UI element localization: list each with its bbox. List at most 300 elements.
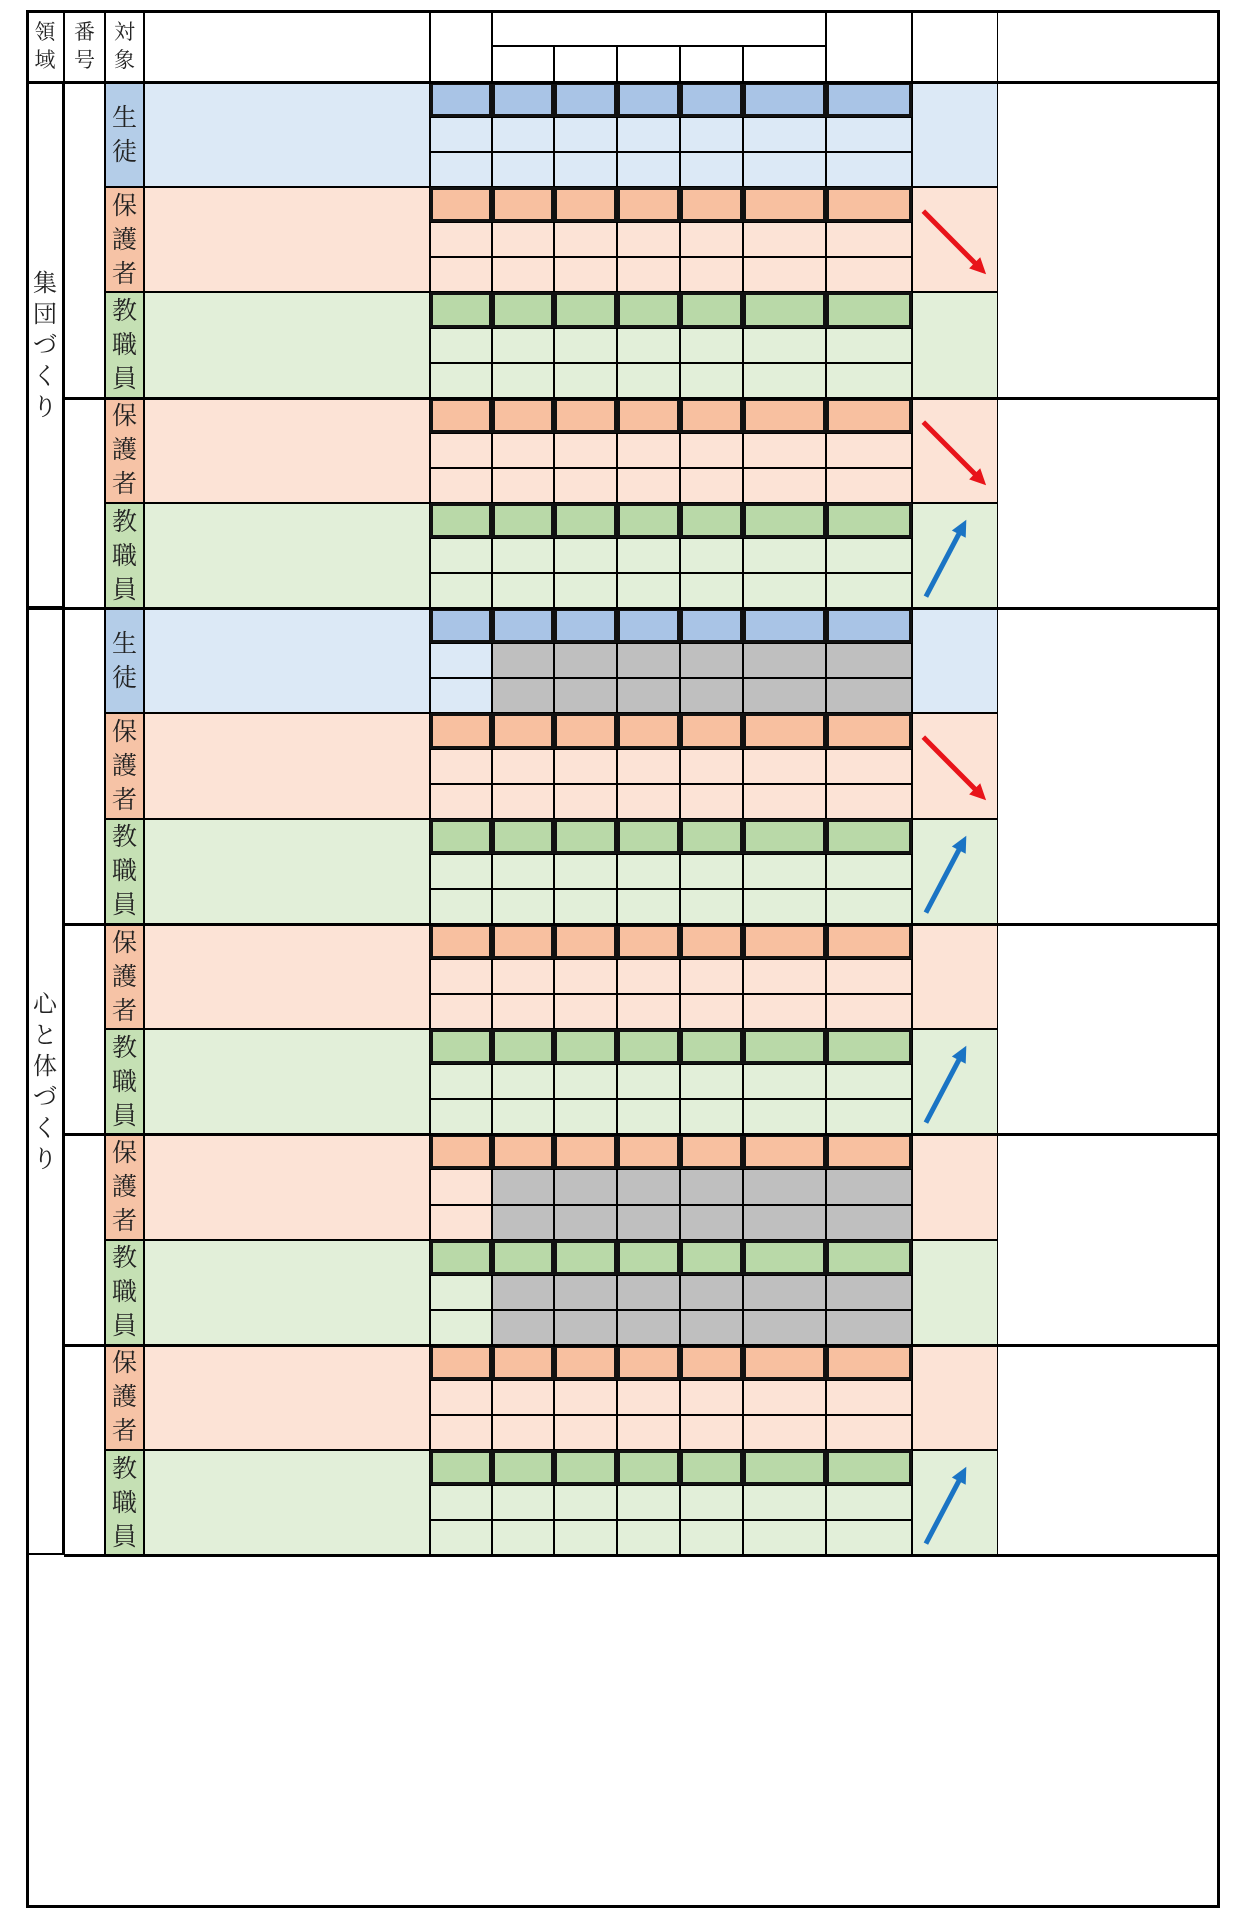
- evaluation-item: [144, 713, 430, 818]
- rating-cell-4: [492, 398, 554, 433]
- year-cell: [430, 538, 492, 573]
- rating-cell-1: [680, 959, 743, 994]
- vertical-char: 徒: [111, 662, 137, 692]
- vertical-char: 護: [111, 224, 137, 254]
- rating-cell-3: [554, 1240, 617, 1275]
- rating-cell-2: [617, 573, 680, 608]
- rating-cell-1: [680, 573, 743, 608]
- rating-cell-2: [617, 643, 680, 678]
- rating-cell-1: [680, 222, 743, 257]
- arrow-up-icon: [913, 820, 999, 925]
- rating-cell-4: [492, 1029, 554, 1064]
- judgement-cell: [826, 959, 912, 994]
- change-cell: [912, 1240, 998, 1345]
- rating-cell-4: [492, 1380, 554, 1415]
- rating-cell-3: [554, 1134, 617, 1169]
- average-cell: [743, 82, 826, 117]
- vertical-char: 員: [111, 1521, 137, 1551]
- rating-cell-2: [617, 854, 680, 889]
- average-cell: [743, 573, 826, 608]
- judgement-cell: [826, 1099, 912, 1134]
- year-cell: [430, 503, 492, 538]
- average-cell: [743, 1169, 826, 1204]
- judgement-cell: [826, 573, 912, 608]
- rating-cell-3: [554, 924, 617, 959]
- rating-cell-3: [554, 398, 617, 433]
- vertical-char: 護: [111, 961, 137, 991]
- average-cell: [743, 1275, 826, 1310]
- year-cell: [430, 608, 492, 643]
- rating-cell-1: [680, 713, 743, 748]
- rating-cell-2: [617, 398, 680, 433]
- average-cell: [743, 152, 826, 187]
- year-cell: [430, 924, 492, 959]
- vertical-char: 体: [33, 1051, 57, 1080]
- rating-cell-3: [554, 82, 617, 117]
- target-student: [105, 82, 144, 187]
- year-cell: [430, 117, 492, 152]
- vertical-char: 保: [111, 1138, 137, 1167]
- rating-cell-3: [554, 784, 617, 819]
- evaluation-item: [144, 1450, 430, 1555]
- rating-cell-4: [492, 1345, 554, 1380]
- vertical-char: 保: [111, 927, 137, 957]
- rating-cell-3: [554, 1345, 617, 1380]
- judgement-cell: [826, 819, 912, 854]
- header-r4: [492, 46, 554, 82]
- header-target: [105, 10, 144, 82]
- year-cell: [430, 643, 492, 678]
- rating-cell-4: [492, 854, 554, 889]
- rating-cell-1: [680, 924, 743, 959]
- judgement-cell: [826, 713, 912, 748]
- vertical-char: 職: [111, 1487, 137, 1517]
- vertical-char: 者: [111, 1206, 137, 1235]
- vertical-char: 領: [34, 20, 56, 44]
- judgement-cell: [826, 1240, 912, 1275]
- vertical-char: 保: [111, 717, 137, 747]
- rating-cell-4: [492, 1099, 554, 1134]
- rating-cell-3: [554, 1275, 617, 1310]
- rating-cell-3: [554, 257, 617, 292]
- vertical-char: 教: [111, 1243, 137, 1273]
- rating-cell-1: [680, 994, 743, 1029]
- average-cell: [743, 924, 826, 959]
- rating-cell-4: [492, 924, 554, 959]
- change-cell: [912, 713, 998, 818]
- arrow-down-icon: [913, 714, 999, 819]
- judgement-cell: [826, 1415, 912, 1450]
- rating-cell-2: [617, 1450, 680, 1485]
- rating-cell-2: [617, 468, 680, 503]
- vertical-char: く: [33, 1113, 57, 1142]
- average-cell: [743, 1380, 826, 1415]
- judgement-cell: [826, 1380, 912, 1415]
- year-cell: [430, 1485, 492, 1520]
- rating-cell-2: [617, 187, 680, 222]
- rating-cell-1: [680, 187, 743, 222]
- rating-cell-2: [617, 1275, 680, 1310]
- year-cell: [430, 889, 492, 924]
- rating-cell-2: [617, 819, 680, 854]
- vertical-char: 員: [111, 574, 137, 604]
- rating-cell-1: [680, 1485, 743, 1520]
- average-cell: [743, 117, 826, 152]
- judgement-cell: [826, 398, 912, 433]
- group-number: [64, 82, 105, 398]
- average-cell: [743, 819, 826, 854]
- rating-cell-2: [617, 152, 680, 187]
- rating-cell-4: [492, 82, 554, 117]
- header-change: [912, 10, 998, 82]
- target-parent: [105, 398, 144, 503]
- vertical-char: 保: [111, 1348, 137, 1378]
- average-cell: [743, 1415, 826, 1450]
- rating-cell-3: [554, 1415, 617, 1450]
- arrow-up-icon: [913, 1451, 999, 1556]
- rating-cell-1: [680, 678, 743, 713]
- group-divider: [64, 1554, 1220, 1557]
- vertical-char: づ: [33, 1082, 57, 1111]
- rating-cell-2: [617, 1134, 680, 1169]
- rating-cell-1: [680, 538, 743, 573]
- rating-cell-2: [617, 1520, 680, 1555]
- rating-cell-3: [554, 292, 617, 327]
- group-divider: [64, 397, 1220, 400]
- rating-cell-1: [680, 889, 743, 924]
- evaluation-item: [144, 398, 430, 503]
- judgement-cell: [826, 82, 912, 117]
- rating-cell-1: [680, 1415, 743, 1450]
- rating-cell-4: [492, 187, 554, 222]
- vertical-char: 職: [111, 856, 137, 886]
- rating-cell-2: [617, 1310, 680, 1345]
- rating-cell-2: [617, 1485, 680, 1520]
- rating-cell-3: [554, 1520, 617, 1555]
- evaluation-item: [144, 292, 430, 397]
- year-cell: [430, 678, 492, 713]
- vertical-char: 保: [111, 190, 137, 220]
- domain-divider: [26, 607, 64, 610]
- year-cell: [430, 784, 492, 819]
- group-number: [64, 398, 105, 608]
- judgement-cell: [826, 643, 912, 678]
- year-cell: [430, 1310, 492, 1345]
- rating-cell-2: [617, 994, 680, 1029]
- rating-cell-2: [617, 1169, 680, 1204]
- rating-cell-1: [680, 363, 743, 398]
- average-cell: [743, 1064, 826, 1099]
- average-cell: [743, 1205, 826, 1240]
- year-cell: [430, 749, 492, 784]
- average-cell: [743, 503, 826, 538]
- vertical-char: く: [33, 361, 57, 390]
- rating-cell-4: [492, 1275, 554, 1310]
- year-cell: [430, 854, 492, 889]
- evaluation-item: [144, 187, 430, 292]
- vertical-char: 護: [111, 751, 137, 781]
- judgement-cell: [826, 538, 912, 573]
- rating-cell-4: [492, 573, 554, 608]
- rating-cell-3: [554, 854, 617, 889]
- rating-cell-3: [554, 328, 617, 363]
- vertical-char: 員: [111, 364, 137, 394]
- group-number: [64, 1345, 105, 1555]
- judgement-cell: [826, 187, 912, 222]
- rating-cell-1: [680, 784, 743, 819]
- vertical-char: づ: [33, 330, 57, 359]
- rating-cell-4: [492, 538, 554, 573]
- year-cell: [430, 398, 492, 433]
- year-cell: [430, 1064, 492, 1099]
- year-cell: [430, 363, 492, 398]
- target-parent: [105, 924, 144, 1029]
- judgement-cell: [826, 1310, 912, 1345]
- year-cell: [430, 433, 492, 468]
- header-divider: [26, 81, 1220, 84]
- vertical-char: 教: [111, 1453, 137, 1483]
- rating-cell-2: [617, 538, 680, 573]
- rating-cell-4: [492, 1520, 554, 1555]
- year-cell: [430, 468, 492, 503]
- header-avg: [743, 46, 826, 82]
- rating-cell-2: [617, 363, 680, 398]
- year-cell: [430, 1520, 492, 1555]
- rating-cell-4: [492, 994, 554, 1029]
- rating-cell-4: [492, 1450, 554, 1485]
- judgement-cell: [826, 1485, 912, 1520]
- year-cell: [430, 1450, 492, 1485]
- year-cell: [430, 1345, 492, 1380]
- judgement-cell: [826, 152, 912, 187]
- year-cell: [430, 994, 492, 1029]
- rating-cell-4: [492, 1485, 554, 1520]
- average-cell: [743, 678, 826, 713]
- average-cell: [743, 608, 826, 643]
- rating-cell-3: [554, 678, 617, 713]
- rating-cell-3: [554, 1029, 617, 1064]
- rating-cell-3: [554, 749, 617, 784]
- evaluation-item: [144, 1029, 430, 1134]
- vertical-char: 生: [111, 102, 137, 132]
- judgement-cell: [826, 468, 912, 503]
- judgement-cell: [826, 222, 912, 257]
- average-cell: [743, 1310, 826, 1345]
- average-cell: [743, 398, 826, 433]
- year-cell: [430, 222, 492, 257]
- judgement-cell: [826, 1205, 912, 1240]
- change-cell: [912, 1134, 998, 1239]
- year-cell: [430, 328, 492, 363]
- vertical-char: 教: [111, 296, 137, 326]
- vertical-char: 対: [114, 20, 135, 44]
- header-r1: [680, 46, 743, 82]
- rating-cell-2: [617, 678, 680, 713]
- vertical-char: 員: [111, 1100, 137, 1130]
- rating-cell-1: [680, 257, 743, 292]
- average-cell: [743, 1029, 826, 1064]
- rating-cell-1: [680, 1450, 743, 1485]
- vertical-char: 者: [111, 469, 137, 499]
- header-r3: [554, 46, 617, 82]
- rating-cell-4: [492, 257, 554, 292]
- average-cell: [743, 643, 826, 678]
- judgement-cell: [826, 924, 912, 959]
- rating-cell-3: [554, 117, 617, 152]
- judgement-cell: [826, 749, 912, 784]
- rating-cell-3: [554, 994, 617, 1029]
- rating-cell-2: [617, 292, 680, 327]
- judgement-cell: [826, 1450, 912, 1485]
- rating-cell-3: [554, 1310, 617, 1345]
- vertical-char: 徒: [111, 136, 137, 166]
- rating-cell-4: [492, 643, 554, 678]
- vertical-char: 心: [33, 989, 57, 1018]
- rating-cell-1: [680, 1310, 743, 1345]
- evaluation-item: [144, 82, 430, 187]
- evaluation-item: [144, 924, 430, 1029]
- rating-cell-3: [554, 889, 617, 924]
- rating-cell-4: [492, 328, 554, 363]
- rating-cell-1: [680, 292, 743, 327]
- rating-cell-3: [554, 819, 617, 854]
- judgement-cell: [826, 292, 912, 327]
- year-cell: [430, 819, 492, 854]
- rating-cell-1: [680, 1099, 743, 1134]
- change-cell: [912, 82, 998, 187]
- change-cell: [912, 819, 998, 924]
- average-cell: [743, 1520, 826, 1555]
- rating-cell-1: [680, 328, 743, 363]
- rating-cell-1: [680, 503, 743, 538]
- average-cell: [743, 854, 826, 889]
- rating-cell-2: [617, 1380, 680, 1415]
- year-cell: [430, 713, 492, 748]
- rating-cell-2: [617, 1240, 680, 1275]
- vertical-char: 保: [111, 401, 137, 431]
- vertical-char: 員: [111, 890, 137, 920]
- rating-cell-2: [617, 784, 680, 819]
- vertical-char: り: [33, 392, 57, 421]
- rating-cell-1: [680, 643, 743, 678]
- average-cell: [743, 538, 826, 573]
- judgement-cell: [826, 433, 912, 468]
- judgement-cell: [826, 1345, 912, 1380]
- rating-cell-1: [680, 1205, 743, 1240]
- rating-cell-4: [492, 713, 554, 748]
- judgement-cell: [826, 328, 912, 363]
- rating-cell-3: [554, 1380, 617, 1415]
- vertical-char: 号: [74, 48, 95, 72]
- average-cell: [743, 433, 826, 468]
- group-divider: [64, 607, 1220, 610]
- rating-cell-2: [617, 889, 680, 924]
- average-cell: [743, 328, 826, 363]
- average-cell: [743, 959, 826, 994]
- change-cell: [912, 503, 998, 608]
- rating-cell-3: [554, 1064, 617, 1099]
- rating-cell-2: [617, 257, 680, 292]
- rating-cell-1: [680, 433, 743, 468]
- rating-cell-4: [492, 1169, 554, 1204]
- vertical-char: 職: [111, 540, 137, 570]
- target-parent: [105, 1345, 144, 1450]
- average-cell: [743, 784, 826, 819]
- vertical-char: 員: [111, 1311, 137, 1341]
- group-number: [64, 924, 105, 1134]
- target-staff: [105, 1029, 144, 1134]
- rating-cell-3: [554, 433, 617, 468]
- evaluation-item: [144, 1134, 430, 1239]
- arrow-up-icon: [913, 1030, 999, 1135]
- rating-cell-4: [492, 503, 554, 538]
- rating-cell-4: [492, 363, 554, 398]
- evaluation-item: [144, 1240, 430, 1345]
- rating-cell-2: [617, 433, 680, 468]
- rating-cell-2: [617, 1415, 680, 1450]
- judgement-cell: [826, 784, 912, 819]
- rating-cell-1: [680, 1275, 743, 1310]
- rating-cell-2: [617, 1064, 680, 1099]
- group-divider: [64, 923, 1220, 926]
- judgement-cell: [826, 1134, 912, 1169]
- year-cell: [430, 187, 492, 222]
- rating-cell-1: [680, 398, 743, 433]
- rating-cell-2: [617, 959, 680, 994]
- year-cell: [430, 1380, 492, 1415]
- rating-cell-4: [492, 678, 554, 713]
- rating-cell-1: [680, 1345, 743, 1380]
- average-cell: [743, 994, 826, 1029]
- header-number: [64, 10, 105, 82]
- year-cell: [430, 1169, 492, 1204]
- target-parent: [105, 1134, 144, 1239]
- rating-cell-3: [554, 503, 617, 538]
- average-cell: [743, 1485, 826, 1520]
- rating-cell-1: [680, 749, 743, 784]
- change-cell: [912, 608, 998, 713]
- rating-cell-2: [617, 749, 680, 784]
- average-cell: [743, 363, 826, 398]
- rating-cell-1: [680, 117, 743, 152]
- average-cell: [743, 1240, 826, 1275]
- rating-cell-3: [554, 608, 617, 643]
- average-cell: [743, 187, 826, 222]
- vertical-char: り: [33, 1144, 57, 1173]
- evaluation-table: [26, 10, 1220, 1908]
- arrow-down-icon: [913, 188, 999, 293]
- rating-cell-1: [680, 1134, 743, 1169]
- change-cell: [912, 1345, 998, 1450]
- rating-cell-3: [554, 959, 617, 994]
- rating-cell-4: [492, 1415, 554, 1450]
- rating-cell-3: [554, 1205, 617, 1240]
- rating-cell-1: [680, 82, 743, 117]
- group-number: [64, 1134, 105, 1344]
- target-parent: [105, 713, 144, 818]
- average-cell: [743, 1134, 826, 1169]
- rating-cell-4: [492, 608, 554, 643]
- rating-cell-4: [492, 433, 554, 468]
- rating-cell-1: [680, 608, 743, 643]
- rating-cell-2: [617, 1205, 680, 1240]
- arrow-up-icon: [913, 504, 999, 609]
- average-cell: [743, 1345, 826, 1380]
- header-rating: [492, 10, 826, 46]
- rating-cell-2: [617, 924, 680, 959]
- judgement-cell: [826, 1169, 912, 1204]
- target-student: [105, 608, 144, 713]
